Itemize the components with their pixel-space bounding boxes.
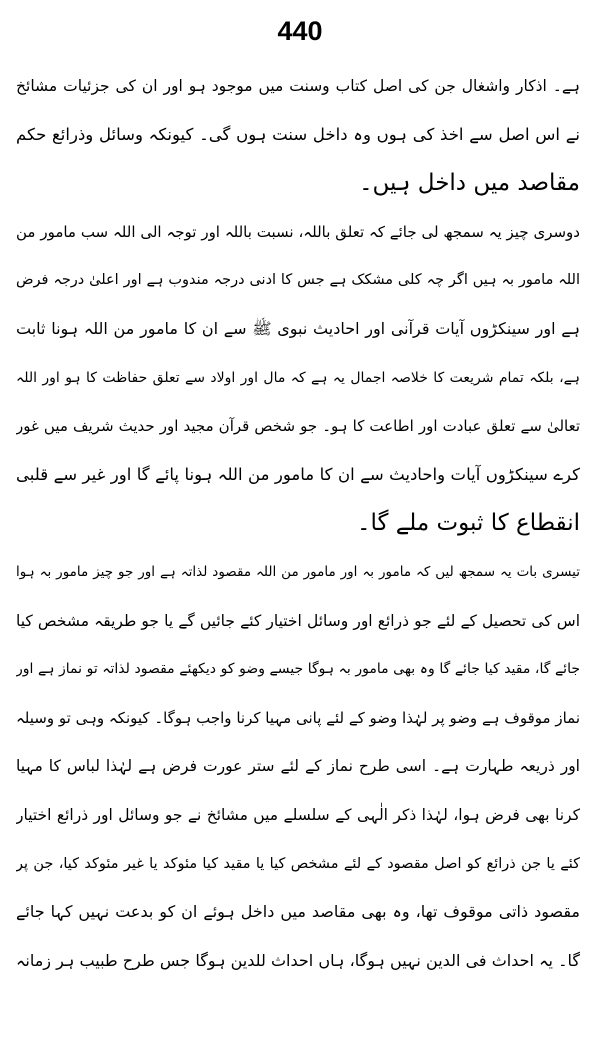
text-line: مقصود ذاتی موقوف تھا، وہ بھی مقاصد میں داخل ہوئے ان کو بدعت نہیں کہا جائے — [16, 902, 580, 922]
text-line: ہے اور سینکڑوں آیات قرآنی اور احادیث نبوی ﷺ سے ان کا مامور من اللہ ہونا ثابت — [16, 318, 580, 338]
text-line: کرے سینکڑوں آیات واحادیث سے ان کا مامور من اللہ ہونا پائے گا اور غیر سے قلبی — [16, 464, 580, 484]
text-line: نے اس اصل سے اخذ کی ہوں وہ داخل سنت ہوں گی۔ کیونکہ وسائل وذرائع حکم — [16, 124, 580, 144]
page-number: 440 — [277, 16, 323, 46]
text-line: کئے یا جن ذرائع کو اصل مقصود کے لئے مشخص کیا یا مقید کیا مئوکد یا غیر مئوکد کیا، جن پر — [16, 855, 580, 872]
text-line: انقطاع کا ثبوت ملے گا۔ — [357, 510, 580, 537]
text-line: کرنا بھی فرض ہوا، لہٰذا ذکر الٰہی کے سلسلے میں مشائخ نے جو وسائل اور ذرائع اختیار — [16, 805, 580, 824]
text-line: اس کی تحصیل کے لئے جو ذرائع اور وسائل اختیار کئے جائیں گے یا جو طریقہ مشخص کیا — [16, 611, 580, 630]
text-line: گا۔ یہ احداث فی الدین نہیں ہوگا، ہاں احداث للدین ہوگا جس طرح طبیب ہر زمانہ — [16, 950, 580, 970]
text-line: مقاصد میں داخل ہیں۔ — [359, 170, 580, 197]
text-line: اور ذریعہ طہارت ہے۔ اسی طرح نماز کے لئے ستر عورت فرض ہے لہٰذا لباس کا مہیا — [16, 757, 580, 776]
text-line: تیسری بات یہ سمجھ لیں کہ مامور بہ اور مامور من اللہ مقصود لذاتہ ہے اور جو چیز مامور بہ ہوا — [16, 563, 580, 580]
text-line: جائے گا، مقید کیا جائے گا وہ بھی مامور بہ ہوگا جیسے وضو کو دیکھئے مقصود لذاتہ تو نماز ہے اور — [16, 661, 580, 678]
text-line: نماز موقوف ہے وضو پر لہٰذا وضو کے لئے پانی مہیا کرنا واجب ہوگا۔ کیونکہ وہی تو وسیلہ — [16, 708, 580, 727]
text-line: تعالیٰ سے تعلق عبادت اور اطاعت کا ہو۔ جو شخص قرآن مجید اور حدیث شریف میں غور — [16, 417, 580, 436]
text-line: ہے، بلکہ تمام شریعت کا خلاصہ اجمال یہ ہے کہ مال اور اولاد سے تعلق حفاظت کا ہو اور اللہ — [16, 369, 580, 386]
text-line: دوسری چیز یہ سمجھ لی جائے کہ تعلق باللہ، نسبت باللہ اور توجہ الی اللہ سب مامور من — [16, 222, 580, 241]
text-line: ہے۔ اذکار واشغال جن کی اصل کتاب وسنت میں موجود ہو اور ان کی جزئیات مشائخ — [16, 77, 580, 95]
body-text — [16, 62, 580, 985]
text-line: اللہ مامور بہ ہیں اگر چہ کلی مشکک ہے جس کا ادنی درجہ مندوب ہے اور اعلیٰ درجہ فرض — [16, 272, 580, 289]
